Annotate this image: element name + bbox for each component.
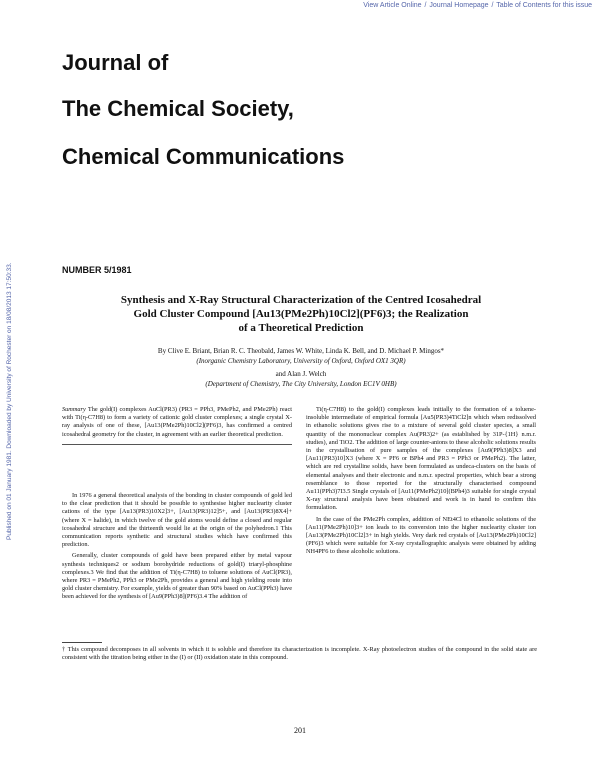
footnote-divider <box>62 642 102 643</box>
journal-title-line1: Journal of <box>62 50 169 75</box>
article-title-line2: Gold Cluster Compound [Au13(PMe2Ph)10Cl2](PF6)3; the Realization <box>133 308 469 320</box>
journal-homepage-link[interactable]: Journal Homepage <box>429 2 489 9</box>
body-column-left <box>62 492 292 605</box>
article-title-line1: Synthesis and X-Ray Structural Characterization of the Centred Icosahedral <box>120 294 482 306</box>
table-of-contents-link[interactable]: Table of Contents for this issue <box>496 2 592 9</box>
author-block <box>60 346 542 389</box>
journal-title-line3: Chemical Communications <box>62 144 345 169</box>
author-list: By Clive E. Briant, Brian R. C. Theobald, James W. White, Linda K. Bell, and D. Michael P. Mingos* <box>157 347 445 355</box>
download-watermark: Published on 01 January 1981. Downloaded by University of Rochester on 18/08/2013 17:50:33. <box>6 262 13 540</box>
abstract <box>62 406 292 445</box>
body-paragraph: In 1976 a general theoretical analysis of the bonding in cluster compounds of gold led to the clear prediction that it should be possible to synthesise higher nuclearity cluster cations of the type [Au13(PR3)10X2]3+, [Au13(PR3)12]5+, and [Au13(PR3)8X4]+ (where X = halide), in which twelve of the gold atoms would define a closed and regular icosahedral structure and the thirteenth would lie at the origin of the polyhedron.1 This communication reports synthetic and structural studies which have confirmed this prediction. <box>62 492 292 549</box>
journal-title-line2: The Chemical Society, <box>62 96 294 121</box>
affiliation-oxford: (Inorganic Chemistry Laboratory, University of Oxford, Oxford OX1 3QR) <box>196 357 406 365</box>
affiliation-city: (Department of Chemistry, The City University, London EC1V 0HB) <box>205 380 397 388</box>
top-links-bar <box>363 2 592 9</box>
body-column-right <box>306 406 536 560</box>
body-paragraph: Generally, cluster compounds of gold have been prepared either by metal vapour synthesis techniques2 or sodium borohydride reductions of gold(I) triaryl-phosphine complexes.3 We find that the addition of Ti(η-C7H8) to toluene solutions of AuCl(PR3), where PR3 = PMePh2, PPh3 or PMe2Ph, provides a general and high yielding route into gold cluster chemistry. For example, yields of greater than 90% based on AuCl(PPh3) have been achieved for the synthesis of [Au9(PPh3)8](PF6)3.4 The addition of <box>62 552 292 601</box>
issue-number: NUMBER 5/1981 <box>62 265 132 275</box>
link-separator: / <box>491 2 494 9</box>
article-title <box>60 293 542 335</box>
footnote: † This compound decomposes in all solvents in which it is soluble and therefore its characterization is incomplete. X-Ray photoelectron studies of the compound in the solid state are consistent with the titration being either in the (I) or (II) oxidation state in this compound. <box>62 646 537 662</box>
abstract-lead: Summary <box>62 406 86 413</box>
article-title-line3: of a Theoretical Prediction <box>238 322 364 334</box>
view-article-online-link[interactable]: View Article Online <box>363 2 422 9</box>
body-paragraph: In the case of the PMe2Ph complex, addition of NEt4Cl to ethanolic solutions of the [Au11(PMe2Ph)10]3+ ion leads to its conversion into the higher nuclearity cluster ion [Au13(PMe2Ph)10Cl2]3+ in high yields. Very dark red crystals of [Au13(PMe2Ph)10Cl2](PF6)3 which were suitable for X-ray crystallographic analysis were obtained by adding NH4PF6 to these alcoholic solutions. <box>306 515 536 556</box>
body-paragraph: Ti(η-C7H8) to the gold(I) complexes leads initially to the formation of a toluene-insoluble intermediate of empirical formula [Au5(PR3)4TiCl2]n which when redissolved in ethanolic solutions gives rise to a mixture of several gold cluster species, a small quantity of the mononuclear complex Au(PR3)2+ (as established by 31P-{1H} n.m.r. studies), and TiO2. The addition of large counter-anions to these alcoholic solutions results in the crystallisation of pure samples of the complexes [Au9(PPh3)8]X3 and [Au11(PR3)10]X3 (where X = PF6 or BPh4 and PR3 = PPh3 or PMePh2). The latter, which are red crystalline solids, have been formulated as undeca-clusters on the basis of elemental analyses and their electronic and n.m.r. spectral properties, which bear a strong resemblance to those reported for the structurally characterised compound Au11(PPh3)7I3.5 Single crystals of [Au11(PMePh2)10](BPh4)3 suitable for single crystal X-ray structural analysis have been obtained and work is in hand to confirm this formulation. <box>306 406 536 512</box>
abstract-text: The gold(I) complexes AuCl(PR3) (PR3 = PPh3, PMePh2, and PMe2Ph) react with Ti(η-C7H8) to form a variety of cationic gold cluster complexes; a single crystal X-ray analysis of one of these, [Au13(PMe2Ph)10Cl2](PF6)3, has confirmed a centred icosahedral geometry for the cluster, in agreement with an earlier theoretical prediction. <box>62 406 292 438</box>
page-number: 201 <box>294 726 306 735</box>
second-author: and Alan J. Welch <box>275 370 327 378</box>
link-separator: / <box>424 2 427 9</box>
